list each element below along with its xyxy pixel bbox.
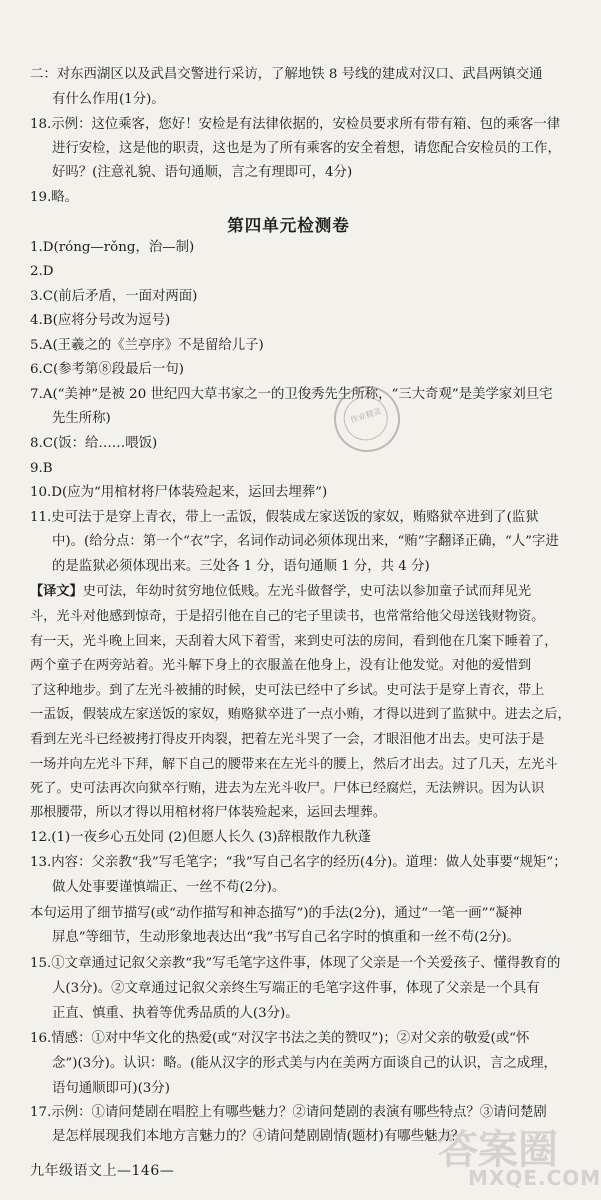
text-line: 有什么作用(1分)。 [52, 92, 165, 107]
text-line: 10.D(应为“用棺材将尸体装殓起来，运回去埋葬”) [30, 485, 328, 500]
text-line: 本句运用了细节描写(或“动作描写和神态描写”)的手法(2分)，通过“一笔一画”“凝神 [30, 906, 523, 921]
text-line: 2.D [30, 264, 54, 279]
text-line: 7.A(“美神”是被 20 世纪四大草书家之一的卫俊秀先生所称，“三大奇观”是美学家刘旦宅 [30, 387, 553, 402]
text-line: 3.C(前后矛盾，一面对两面) [30, 289, 198, 304]
text-line: 语句通顺即可)(3分) [52, 1081, 170, 1096]
text-line: 11.史可法于是穿上青衣，带上一盂饭，假装成左家送饭的家奴，贿赂狱卒进到了(监狱 [30, 510, 539, 525]
text-line: 12.(1)一夜乡心五处同 (2)但愿人长久 (3)辞根散作九秋蓬 [30, 830, 372, 845]
text-line: 的是监狱必须体现出来。三处各 1 分，语句通顺 1 分，共 4 分) [52, 559, 430, 574]
translation-line: 看到左光斗已经被拷打得皮开肉裂，把着左光斗哭了一会，才眼泪他才出去。史可法于是 [30, 732, 545, 747]
translation-line: 斗，光斗对他感到惊奇，于是招引他在自己的宅子里读书，也常常给他父母送钱财物资。 [30, 609, 545, 624]
text-line: 做人处事要谨慎端正、一丝不苟(2分)。 [52, 880, 286, 895]
translation-line: 有一天，光斗晚上回来，天刮着大风下着雪，来到史可法的房间，看到他在几案下睡着了， [30, 634, 558, 649]
translation-line: 两个童子在两旁站着。光斗解下身上的衣服盖在他身上，没有让他发觉。对他的爱惜到 [30, 658, 532, 673]
page-footer: 九年级语文上—146— [30, 1163, 175, 1179]
stamp-text: 作业精灵 [349, 406, 383, 425]
translation-tag: 【译文】 [30, 584, 83, 599]
translation-line: 一场并向左光斗下拜，解下自己的腰带来在左光斗的腰上，然后才出去。过了几天，左光斗 [30, 757, 558, 772]
text-line: 5.A(王羲之的《兰亭序》不是留给儿子) [30, 338, 264, 353]
text-line: 19.略。 [30, 190, 79, 205]
text-line: 16.情感：①对中华文化的热爱(或“对汉字书法之美的赞叹”)；②对父亲的敬爱(或“怀 [30, 1031, 530, 1046]
text-line: 6.C(参考第⑧段最后一句) [30, 362, 184, 377]
text-line: 屏息”等细节，生动形象地表达出“我”书写自己名字时的慎重和一丝不苟(2分)。 [52, 930, 521, 945]
watermark-main-text: 答案圈 [438, 1127, 558, 1173]
text-line: 二：对东西湖区以及武昌交警进行采访，了解地铁 8 号线的建成对汉口、武昌两镇交通 [30, 67, 543, 82]
translation-line: 死了。史可法再次向狱卒行贿，进去为左光斗收尸。尸体已经腐烂，无法辨识。因为认识 [30, 781, 545, 796]
text-line: 好吗？(注意礼貌、语句通顺，言之有理即可，4分) [52, 165, 353, 180]
watermark-sub-text: MXQE.COM [468, 1166, 601, 1190]
text-line: 4.B(应将分号改为逗号) [30, 313, 171, 328]
text-line: 17.示例：①请问楚剧在唱腔上有哪些魅力？②请问楚剧的表演有哪些特点？③请问楚剧 [30, 1105, 547, 1120]
translation-line: 那根腰带，所以才得以用棺材将尸体装殓起来，运回去埋葬。 [30, 805, 387, 820]
text-line: 18.示例：这位乘客，您好！安检是有法律依据的，安检员要求所有带有箱、包的乘客一律 [30, 117, 561, 132]
text-line: 正直、慎重、执着等优秀品质的人(3分)。 [52, 1006, 299, 1021]
text-line: 先生所称) [52, 411, 111, 426]
text-line: 15.①文章通过记叙父亲教“我”写毛笔字这件事，体现了父亲是一个关爱孩子、懂得教育的 [30, 956, 561, 971]
text-line: 13.内容：父亲教“我”写毛笔字；“我”写自己名字的经历(4分)。道理：做人处事要“规矩”； [30, 855, 567, 870]
text-line: 1.D(róng—rǒng，治—制) [30, 240, 195, 255]
text-line: 中)。(给分点：第一个“衣”字，名词作动词必须体现出来，“贿”字翻译正确，“人”字进 [52, 534, 559, 549]
text-line: 念”)(3分)。认识：略。(能从汉字的形式美与内在美两方面谈自己的认识，言之成理， [52, 1056, 557, 1071]
translation-line: 【译文】史可法，年幼时贫穷地位低贱。左光斗做督学，史可法以参加童子试而拜见光 [30, 584, 532, 599]
text-line: 进行安检，这是他的职责，这也是为了所有乘客的安全着想，请您配合安检员的工作， [52, 141, 561, 156]
translation-line: 了这种地步。到了左光斗被捕的时候，史可法已经中了乡试。史可法于是穿上青衣，带上 [30, 683, 545, 698]
watermark-logo [438, 1118, 601, 1192]
translation-line: 一盂饭，假装成左家送饭的家奴，贿赂狱卒进了一点小贿，才得以进到了监狱中。进去之后， [30, 707, 571, 722]
text-line: 8.C(饭：给……喂饭) [30, 436, 158, 451]
text-line: 人(3分)。②文章通过记叙父亲终生写端正的毛笔字这件事，体现了父亲是一个具有 [52, 981, 540, 996]
section-heading: 第四单元检测卷 [227, 216, 350, 235]
text-line: 是怎样展现我们本地方言魅力的？④请问楚剧剧情(题材)有哪些魅力？ [52, 1129, 465, 1144]
text-line: 9.B [30, 461, 53, 476]
